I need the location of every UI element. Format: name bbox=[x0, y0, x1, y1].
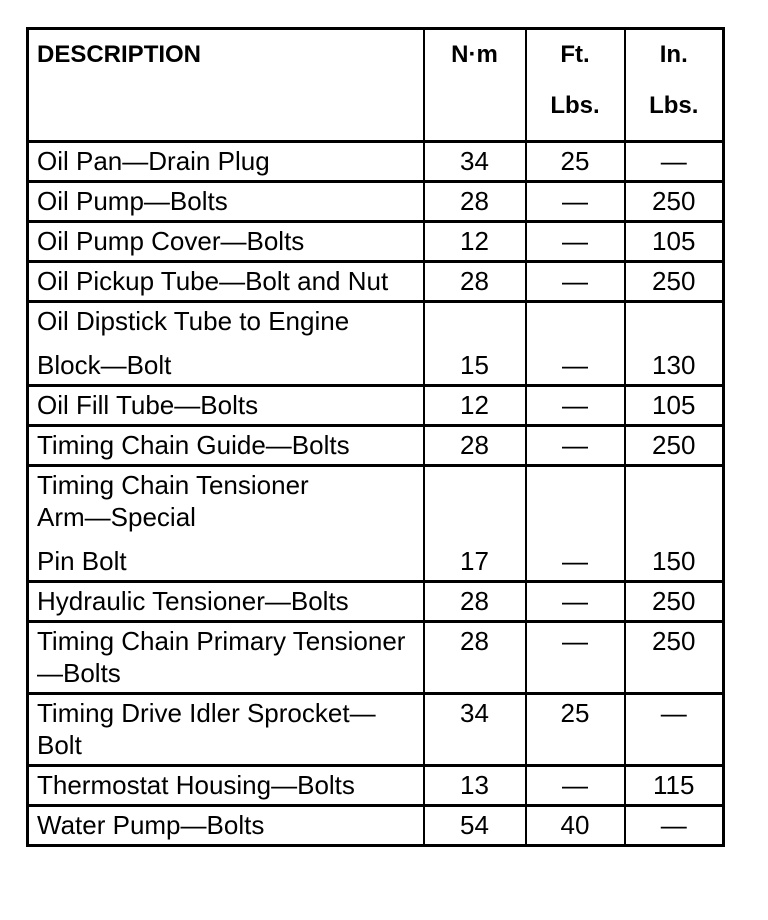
table-header-row bbox=[28, 29, 724, 142]
table-row bbox=[28, 694, 724, 766]
row-description: Timing Chain Primary Tensioner—Bolts bbox=[28, 622, 424, 694]
row-nm: 12 bbox=[424, 222, 526, 262]
row-nm: 28 bbox=[424, 262, 526, 302]
table-row bbox=[28, 262, 724, 302]
row-nm: 28 bbox=[424, 182, 526, 222]
row-description-line1: Timing Chain Tensioner bbox=[37, 470, 309, 500]
table-row bbox=[28, 806, 724, 846]
row-description: Oil Pan—Drain Plug bbox=[28, 142, 424, 182]
row-in-lbs: 105 bbox=[625, 386, 724, 426]
table-row bbox=[28, 426, 724, 466]
table-row bbox=[28, 622, 724, 694]
row-ft-lbs: — bbox=[526, 766, 625, 806]
header-ft-line1: Ft. bbox=[560, 41, 590, 68]
row-in-lbs: — bbox=[625, 806, 724, 846]
table-row bbox=[28, 466, 724, 582]
row-nm: 28 bbox=[424, 622, 526, 694]
row-in-lbs: 105 bbox=[625, 222, 724, 262]
row-description bbox=[28, 302, 424, 386]
header-description: DESCRIPTION bbox=[28, 29, 424, 142]
header-nm bbox=[424, 29, 526, 142]
row-ft-lbs: — bbox=[526, 466, 625, 582]
table-row bbox=[28, 386, 724, 426]
header-ft-line2: Lbs. bbox=[550, 92, 600, 119]
row-description-line2: Arm—Special bbox=[37, 502, 196, 532]
header-in-line2: Lbs. bbox=[649, 92, 699, 119]
row-description-line2: Block—Bolt bbox=[37, 350, 172, 380]
row-description: Water Pump—Bolts bbox=[28, 806, 424, 846]
row-nm: 34 bbox=[424, 142, 526, 182]
table-row bbox=[28, 182, 724, 222]
row-ft-lbs: — bbox=[526, 386, 625, 426]
row-description: Oil Pickup Tube—Bolt and Nut bbox=[28, 262, 424, 302]
row-ft-lbs: — bbox=[526, 222, 625, 262]
row-in-lbs: — bbox=[625, 694, 724, 766]
row-in-lbs: 130 bbox=[625, 302, 724, 386]
row-in-lbs: 150 bbox=[625, 466, 724, 582]
row-description: Timing Chain Guide—Bolts bbox=[28, 426, 424, 466]
row-nm: 17 bbox=[424, 466, 526, 582]
row-in-lbs: 250 bbox=[625, 182, 724, 222]
row-nm: 15 bbox=[424, 302, 526, 386]
row-description: Oil Pump Cover—Bolts bbox=[28, 222, 424, 262]
row-ft-lbs: — bbox=[526, 622, 625, 694]
header-in-lbs bbox=[625, 29, 724, 142]
table-row bbox=[28, 766, 724, 806]
row-nm: 34 bbox=[424, 694, 526, 766]
row-ft-lbs: 40 bbox=[526, 806, 625, 846]
row-ft-lbs: 25 bbox=[526, 694, 625, 766]
row-description: Timing Drive Idler Sprocket—Bolt bbox=[28, 694, 424, 766]
header-ft-lbs bbox=[526, 29, 625, 142]
row-nm: 12 bbox=[424, 386, 526, 426]
row-description: Oil Pump—Bolts bbox=[28, 182, 424, 222]
torque-spec-table bbox=[26, 27, 725, 847]
row-nm: 28 bbox=[424, 426, 526, 466]
row-ft-lbs: — bbox=[526, 582, 625, 622]
table-row bbox=[28, 302, 724, 386]
row-ft-lbs: — bbox=[526, 426, 625, 466]
row-in-lbs: 250 bbox=[625, 426, 724, 466]
row-description-line3: Pin Bolt bbox=[37, 546, 127, 576]
table-row bbox=[28, 582, 724, 622]
row-ft-lbs: — bbox=[526, 262, 625, 302]
row-description bbox=[28, 466, 424, 582]
row-nm: 13 bbox=[424, 766, 526, 806]
table-row bbox=[28, 142, 724, 182]
row-in-lbs: 250 bbox=[625, 622, 724, 694]
table-row bbox=[28, 222, 724, 262]
row-description: Hydraulic Tensioner—Bolts bbox=[28, 582, 424, 622]
row-ft-lbs: — bbox=[526, 182, 625, 222]
header-in-line1: In. bbox=[659, 41, 688, 68]
row-ft-lbs: 25 bbox=[526, 142, 625, 182]
row-in-lbs: 115 bbox=[625, 766, 724, 806]
row-nm: 54 bbox=[424, 806, 526, 846]
row-description: Oil Fill Tube—Bolts bbox=[28, 386, 424, 426]
row-description-line1: Oil Dipstick Tube to Engine bbox=[37, 306, 350, 336]
row-ft-lbs: — bbox=[526, 302, 625, 386]
header-nm-label: N·m bbox=[451, 41, 498, 68]
row-in-lbs: — bbox=[625, 142, 724, 182]
row-in-lbs: 250 bbox=[625, 582, 724, 622]
row-nm: 28 bbox=[424, 582, 526, 622]
row-description: Thermostat Housing—Bolts bbox=[28, 766, 424, 806]
row-in-lbs: 250 bbox=[625, 262, 724, 302]
